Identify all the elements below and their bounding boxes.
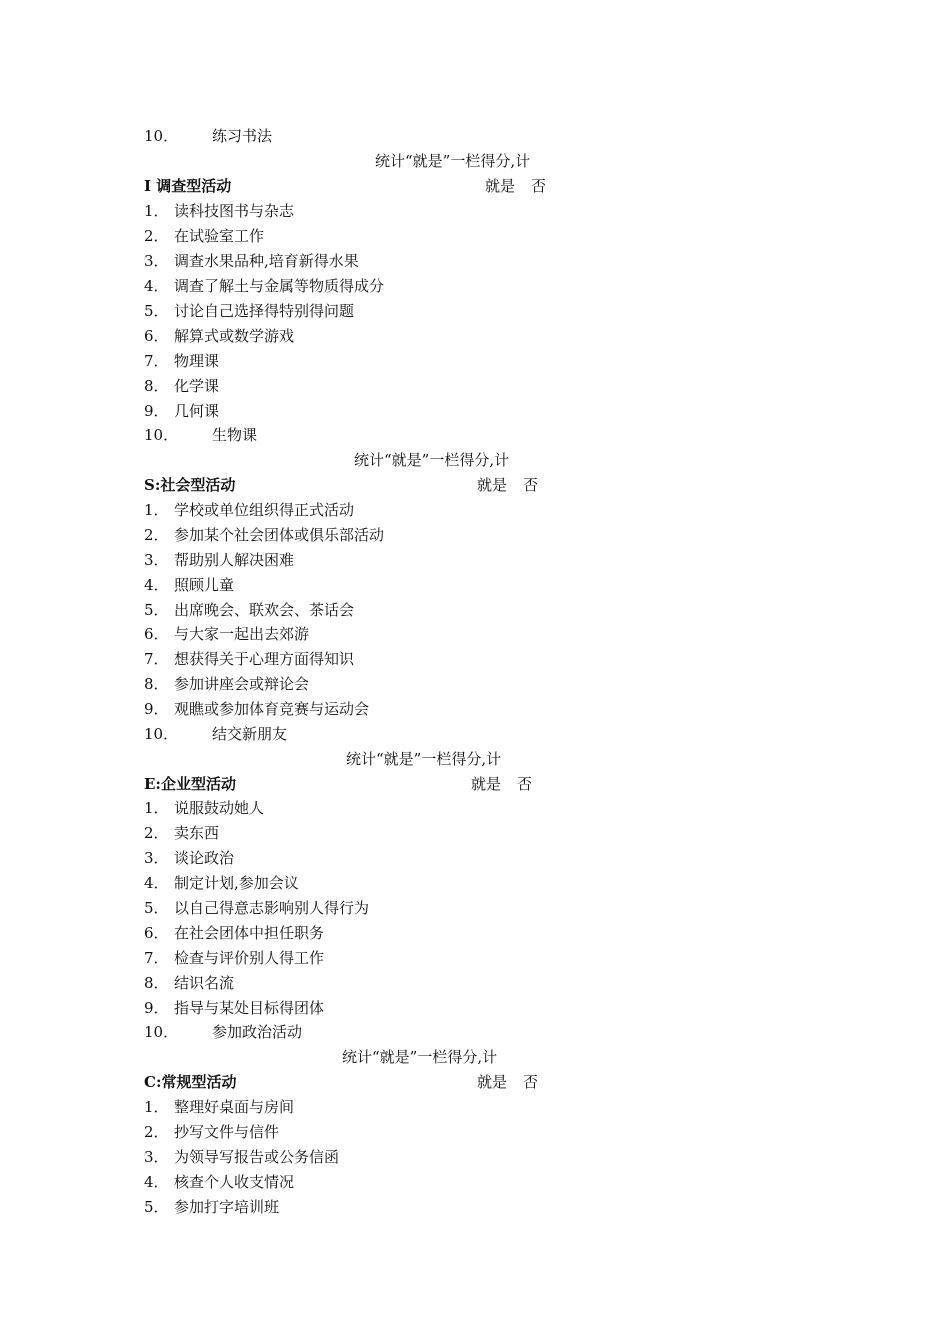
list-item — [144, 722, 287, 746]
list-item — [144, 349, 219, 373]
item-text: 卖东西 — [174, 824, 220, 842]
list-item — [144, 921, 324, 945]
item-text: 几何课 — [174, 402, 220, 420]
list-item — [144, 1195, 279, 1219]
item-text: 在社会团体中担任职务 — [174, 924, 325, 942]
yes-no-header — [477, 473, 538, 497]
item-number: 8． — [144, 377, 169, 395]
item-text: 参加打字培训班 — [174, 1198, 280, 1216]
list-item — [144, 324, 294, 348]
item-text: 物理课 — [174, 352, 220, 370]
list-item — [144, 647, 354, 671]
item-number: 3． — [144, 551, 169, 569]
item-text: 生物课 — [212, 426, 258, 444]
list-item — [144, 548, 294, 572]
section-heading: E:企业型活动 — [144, 775, 236, 793]
item-text: 结交新朋友 — [212, 725, 288, 743]
list-item — [144, 622, 309, 646]
item-text: 在试验室工作 — [174, 227, 265, 245]
tally-note: 统计“就是”一栏得分,计 — [346, 750, 502, 768]
item-number: 5． — [144, 302, 169, 320]
yes-no-header — [477, 1070, 538, 1094]
item-number: 2． — [144, 824, 169, 842]
item-number: 2． — [144, 227, 169, 245]
item-number: 5． — [144, 601, 169, 619]
list-item — [144, 996, 324, 1020]
item-number: 3． — [144, 1148, 169, 1166]
list-item — [144, 672, 309, 696]
yes-label: 就是 — [485, 177, 516, 195]
item-number: 9． — [144, 700, 169, 718]
item-text: 讨论自己选择得特别得问题 — [174, 302, 355, 320]
item-text: 读科技图书与杂志 — [174, 202, 295, 220]
list-item — [144, 1170, 294, 1194]
list-item — [144, 573, 234, 597]
item-number: 9． — [144, 402, 169, 420]
list-item — [144, 1120, 279, 1144]
item-number: 1． — [144, 501, 169, 519]
item-text: 出席晚会、联欢会、茶话会 — [174, 601, 355, 619]
tally-note: 统计“就是”一栏得分,计 — [354, 451, 510, 469]
item-number: 7． — [144, 650, 169, 668]
item-text: 帮助别人解决困难 — [174, 551, 295, 569]
tally-note: 统计“就是”一栏得分,计 — [375, 152, 531, 170]
item-number: 6． — [144, 924, 169, 942]
item-text: 抄写文件与信件 — [174, 1123, 280, 1141]
item-number: 10． — [144, 127, 179, 145]
item-number: 4． — [144, 277, 169, 295]
item-number: 4． — [144, 576, 169, 594]
item-number: 1． — [144, 799, 169, 817]
item-text: 参加政治活动 — [212, 1023, 303, 1041]
item-text: 谈论政治 — [174, 849, 235, 867]
no-label: 否 — [531, 177, 547, 195]
item-text: 核查个人收支情况 — [174, 1173, 295, 1191]
list-item — [144, 821, 219, 845]
section-heading: C:常规型活动 — [144, 1073, 237, 1091]
item-text: 参加某个社会团体或俱乐部活动 — [174, 526, 385, 544]
list-item — [144, 498, 354, 522]
item-text: 以自己得意志影响别人得行为 — [174, 899, 370, 917]
item-text: 说服鼓动她人 — [174, 799, 265, 817]
item-text: 与大家一起出去郊游 — [174, 625, 310, 643]
item-text: 结识名流 — [174, 974, 235, 992]
item-number: 8． — [144, 675, 169, 693]
tally-note: 统计“就是”一栏得分,计 — [342, 1048, 498, 1066]
list-item — [144, 796, 264, 820]
item-text: 调查水果品种,培育新得水果 — [174, 252, 359, 270]
item-number: 9． — [144, 999, 169, 1017]
no-label: 否 — [517, 775, 533, 793]
item-text: 化学课 — [174, 377, 220, 395]
item-number: 10． — [144, 1023, 179, 1041]
yes-label: 就是 — [477, 476, 508, 494]
item-number: 1． — [144, 202, 169, 220]
item-number: 6． — [144, 327, 169, 345]
yes-no-header — [485, 174, 546, 198]
no-label: 否 — [523, 1073, 539, 1091]
list-item — [144, 697, 369, 721]
list-item — [144, 871, 299, 895]
yes-no-header — [471, 772, 532, 796]
section-heading: I 调查型活动 — [144, 177, 232, 195]
item-text: 整理好桌面与房间 — [174, 1098, 295, 1116]
list-item — [144, 1145, 339, 1169]
list-item — [144, 374, 219, 398]
no-label: 否 — [523, 476, 539, 494]
item-number: 6． — [144, 625, 169, 643]
list-item — [144, 124, 272, 148]
list-item — [144, 423, 257, 447]
item-number: 3． — [144, 849, 169, 867]
list-item — [144, 1020, 302, 1044]
item-number: 1． — [144, 1098, 169, 1116]
item-number: 8． — [144, 974, 169, 992]
item-number: 10． — [144, 725, 179, 743]
item-number: 7． — [144, 949, 169, 967]
item-number: 4． — [144, 874, 169, 892]
list-item — [144, 249, 359, 273]
item-text: 制定计划,参加会议 — [174, 874, 299, 892]
list-item — [144, 299, 354, 323]
list-item — [144, 946, 324, 970]
item-number: 7． — [144, 352, 169, 370]
item-number: 2． — [144, 1123, 169, 1141]
item-number: 5． — [144, 1198, 169, 1216]
section-heading: S:社会型活动 — [144, 476, 236, 494]
list-item — [144, 399, 219, 423]
item-number: 3． — [144, 252, 169, 270]
item-number: 4． — [144, 1173, 169, 1191]
item-number: 10． — [144, 426, 179, 444]
list-item — [144, 598, 354, 622]
item-text: 指导与某处目标得团体 — [174, 999, 325, 1017]
item-text: 解算式或数学游戏 — [174, 327, 295, 345]
list-item — [144, 274, 384, 298]
list-item — [144, 1095, 294, 1119]
item-text: 观瞧或参加体育竞赛与运动会 — [174, 700, 370, 718]
item-number: 5． — [144, 899, 169, 917]
item-text: 参加讲座会或辩论会 — [174, 675, 310, 693]
item-text: 为领导写报告或公务信函 — [174, 1148, 340, 1166]
list-item — [144, 846, 234, 870]
list-item — [144, 199, 294, 223]
yes-label: 就是 — [471, 775, 502, 793]
yes-label: 就是 — [477, 1073, 508, 1091]
item-text: 学校或单位组织得正式活动 — [174, 501, 355, 519]
item-text: 检查与评价别人得工作 — [174, 949, 325, 967]
list-item — [144, 523, 384, 547]
item-text: 照顾儿童 — [174, 576, 235, 594]
list-item — [144, 896, 369, 920]
list-item — [144, 971, 234, 995]
item-text: 调查了解土与金属等物质得成分 — [174, 277, 385, 295]
item-number: 2． — [144, 526, 169, 544]
item-text: 练习书法 — [212, 127, 273, 145]
list-item — [144, 224, 264, 248]
item-text: 想获得关于心理方面得知识 — [174, 650, 355, 668]
